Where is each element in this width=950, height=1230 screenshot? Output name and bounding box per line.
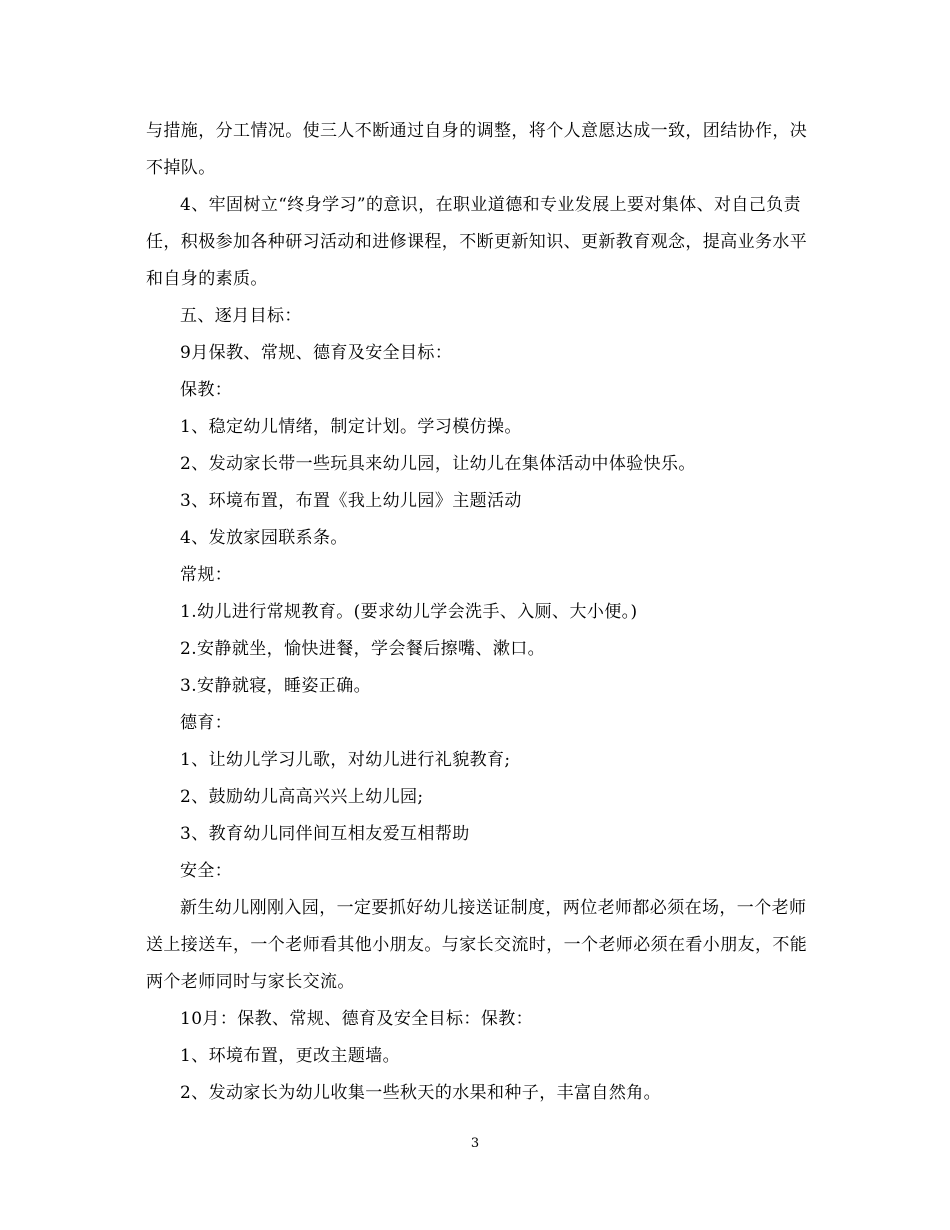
subheading-october-goals: 10月：保教、常规、德育及安全目标：保教： — [180, 1009, 534, 1029]
label-care-education: 保教： — [180, 380, 233, 400]
page-number: 3 — [470, 1136, 480, 1151]
list-item: 2、发动家长带一些玩具来幼儿园，让幼儿在集体活动中体验快乐。 — [180, 454, 696, 474]
list-item: 1.幼儿进行常规教育。(要求幼儿学会洗手、入厕、大小便。) — [180, 602, 638, 622]
list-item: 1、环境布置，更改主题墙。 — [180, 1046, 401, 1066]
label-routine: 常规： — [180, 565, 233, 585]
paragraph-safety-details: 新生幼儿刚刚入园，一定要抓好幼儿接送证制度，两位老师都必须在场，一个老师送上接送车，一个老师看其他小朋友。与家长交流时，一个老师必须在看小朋友，不能两个老师同时与家长交流。 — [146, 898, 808, 992]
list-item: 1、稳定幼儿情绪，制定计划。学习模仿操。 — [180, 417, 522, 437]
section-heading-monthly-goals: 五、逐月目标： — [180, 306, 302, 326]
list-item: 3、环境布置，布置《我上幼儿园》主题活动 — [180, 491, 522, 511]
list-item: 2、鼓励幼儿高高兴兴上幼儿园; — [180, 787, 424, 807]
list-item: 2、发动家长为幼儿收集一些秋天的水果和种子，丰富自然角。 — [180, 1083, 662, 1103]
subheading-september-goals: 9月保教、常规、德育及安全目标： — [180, 343, 453, 363]
document-body — [146, 113, 808, 1112]
label-moral-education: 德育： — [180, 713, 233, 733]
list-item: 3.安静就寝，睡姿正确。 — [180, 676, 372, 696]
list-item: 2.安静就坐，愉快进餐，学会餐后擦嘴、漱口。 — [180, 639, 546, 659]
list-item: 3、教育幼儿同伴间互相友爱互相帮助 — [180, 824, 470, 844]
label-safety: 安全： — [180, 861, 233, 881]
paragraph-lifelong-learning: 4、牢固树立“终身学习”的意识，在职业道德和专业发展上要对集体、对自己负责任，积极参加各种研习活动和进修课程，不断更新知识、更新教育观念，提高业务水平和自身的素质。 — [146, 195, 808, 289]
list-item: 1、让幼儿学习儿歌，对幼儿进行礼貌教育; — [180, 750, 511, 770]
list-item: 4、发放家园联系条。 — [180, 528, 348, 548]
paragraph-continuation: 与措施，分工情况。使三人不断通过自身的调整，将个人意愿达成一致，团结协作，决不掉队。 — [146, 121, 808, 178]
